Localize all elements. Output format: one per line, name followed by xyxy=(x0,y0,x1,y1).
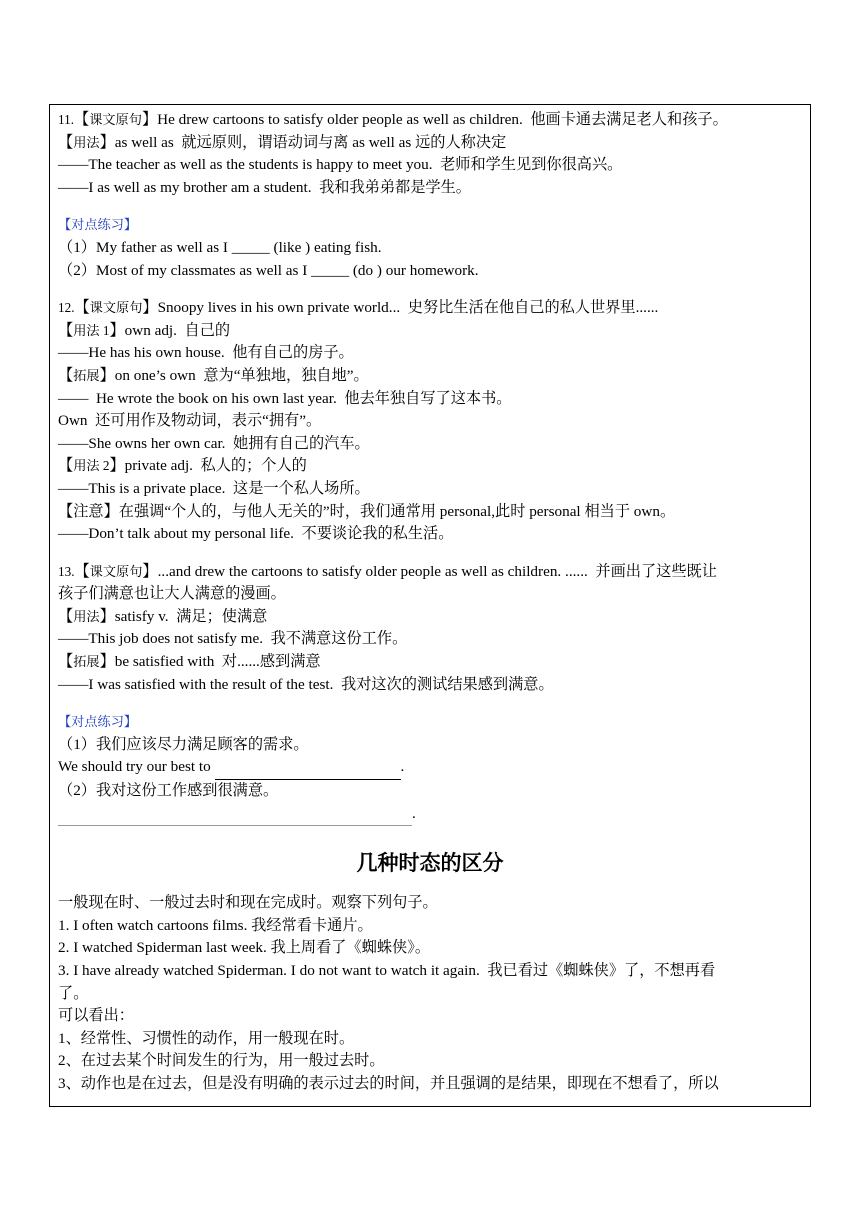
s13-extension: 【拓展】be satisfied with 对......感到满意 xyxy=(58,653,321,671)
tense-see: 可以看出： xyxy=(58,1007,134,1025)
s12-example-1: ——He has his own house. 他有自己的房子。 xyxy=(58,344,354,362)
s12-attn-tag: 注意 xyxy=(73,502,104,520)
s13-p2-period: . xyxy=(412,804,416,822)
s13-practice-1-answer xyxy=(58,756,802,780)
s13-usage: 【用法】satisfy v. 满足；使满意 xyxy=(58,607,268,625)
s12-note: Own 还可用作及物动词，表示“拥有”。 xyxy=(58,412,322,430)
s13-ext-text: be satisfied with 对......感到满意 xyxy=(114,653,321,671)
content-frame xyxy=(49,104,811,1107)
s13-text-line1: ...and drew the cartoons to satisfy older people as well as children. ...... 并画出了这些既让 xyxy=(157,562,717,580)
s12-attention: 【注意】在强调“个人的，与他人无关的”时，我们通常用 personal,此时 personal 相当于 own。 xyxy=(58,502,676,520)
s12-tag: 课文原句 xyxy=(89,300,143,316)
s12-usage1-tag: 用法 1 xyxy=(73,322,110,338)
s11-num: 11. xyxy=(58,112,74,127)
s12-example-2: —— He wrote the book on his own last year. 他去年独自写了这本书。 xyxy=(58,389,512,407)
s13-p1-period: . xyxy=(400,758,405,776)
s12-num: 12. xyxy=(58,300,75,316)
s11-usage-tag: 用法 xyxy=(73,134,100,150)
s11-usage-text: as well as 就远原则，谓语动词与离 as well as 远的人称决定 xyxy=(114,133,507,151)
s12-usage-2: 【用法 2】private adj. 私人的；个人的 xyxy=(58,457,307,475)
s12-text: Snoopy lives in his own private world... 史努比生活在他自己的私人世界里...... xyxy=(157,299,659,317)
s11-example-2: ——I as well as my brother am a student. 我和我弟弟都是学生。 xyxy=(58,178,471,196)
s12-extension: 【拓展】on one’s own 意为“单独地，独自地”。 xyxy=(58,366,369,384)
s13-example-2: ——I was satisfied with the result of the test. 我对这次的测试结果感到满意。 xyxy=(58,675,554,693)
s13-usage-tag: 用法 xyxy=(73,608,100,624)
answer-blank-2[interactable] xyxy=(58,803,412,827)
s13-ext-tag: 拓展 xyxy=(73,654,100,670)
s11-example-1: ——The teacher as well as the students is happy to meet you. 老师和学生见到你很高兴。 xyxy=(58,156,623,174)
tense-intro: 一般现在时、一般过去时和现在完成时。观察下列句子。 xyxy=(58,894,438,912)
s13-practice-2: （2）我对这份工作感到很满意。 xyxy=(58,782,279,800)
s13-original: 13.【课文原句】...and drew the cartoons to satisfy older people as well as children. ...... 并画出了这些既让 xyxy=(58,562,717,580)
tense-sentence-3-line1: 3. I have already watched Spiderman. I do not want to watch it again. 我已看过《蜘蛛侠》了，不想再看 xyxy=(58,962,716,979)
s11-bracket-open: 【 xyxy=(74,111,90,128)
s12-example-5: ——Don’t talk about my personal life. 不要谈论我的私生活。 xyxy=(58,525,454,543)
s11-practice-title: 【对点练习】 xyxy=(58,217,138,233)
tense-sentence-3-line2: 了。 xyxy=(58,984,89,1002)
s13-usage-text: satisfy v. 满足；使满意 xyxy=(114,607,268,625)
s12-attn-text: 在强调“个人的，与他人无关的”时，我们通常用 personal,此时 personal 相当于 own。 xyxy=(118,502,676,520)
s12-ext-text: on one’s own 意为“单独地，独自地”。 xyxy=(114,366,369,384)
section-heading: 几种时态的区分 xyxy=(356,851,504,876)
s11-practice-1: （1）My father as well as I _____ (like ) eating fish. xyxy=(58,238,382,256)
tense-rule-2: 2、在过去某个时间发生的行为，用一般过去时。 xyxy=(58,1052,385,1070)
s13-practice-1: （1）我们应该尽力满足顾客的需求。 xyxy=(58,735,309,753)
s11-text: He drew cartoons to satisfy older people as well as children. 他画卡通去满足老人和孩子。 xyxy=(157,111,728,128)
answer-blank-1[interactable] xyxy=(215,756,401,780)
tense-sentence-2: 2. I watched Spiderman last week. 我上周看了《蜘蛛侠》。 xyxy=(58,939,431,957)
s11-practice-2: （2）Most of my classmates as well as I _____ (do ) our homework. xyxy=(58,261,479,279)
tense-sentence-1: 1. I often watch cartoons films. 我经常看卡通片。 xyxy=(58,916,373,934)
s13-example-1: ——This job does not satisfy me. 我不满意这份工作。 xyxy=(58,630,408,648)
s11-tag: 课文原句 xyxy=(89,112,142,127)
s13-num: 13. xyxy=(58,563,75,579)
s13-p1-prefix: We should try our best to xyxy=(58,758,215,776)
s12-usage2-tag: 用法 2 xyxy=(73,458,110,474)
s12-example-3: ——She owns her own car. 她拥有自己的汽车。 xyxy=(58,434,370,452)
tense-rule-1: 1、经常性、习惯性的动作，用一般现在时。 xyxy=(58,1029,355,1047)
s12-ext-tag: 拓展 xyxy=(73,367,100,383)
s12-usage2-text: private adj. 私人的；个人的 xyxy=(124,457,307,475)
s11-usage: 【用法】as well as 就远原则，谓语动词与离 as well as 远的人称决定 xyxy=(58,133,507,151)
s11-original xyxy=(58,109,802,132)
s13-practice-2-answer xyxy=(58,803,802,827)
s13-text-line2: 孩子们满意也让大人满意的漫画。 xyxy=(58,585,286,603)
s11-bracket-close: 】 xyxy=(141,111,158,128)
s12-usage-1: 【用法 1】own adj. 自己的 xyxy=(58,321,231,339)
s13-tag: 课文原句 xyxy=(89,563,143,579)
s12-original: 12.【课文原句】Snoopy lives in his own private world... 史努比生活在他自己的私人世界里...... xyxy=(58,299,659,317)
tense-rule-3: 3、动作也是在过去，但是没有明确的表示过去的时间，并且强调的是结果，即现在不想看了，所以 xyxy=(58,1074,719,1092)
s13-practice-title: 【对点练习】 xyxy=(58,714,138,730)
s12-example-4: ——This is a private place. 这是一个私人场所。 xyxy=(58,479,370,497)
s12-usage1-text: own adj. 自己的 xyxy=(124,321,231,339)
